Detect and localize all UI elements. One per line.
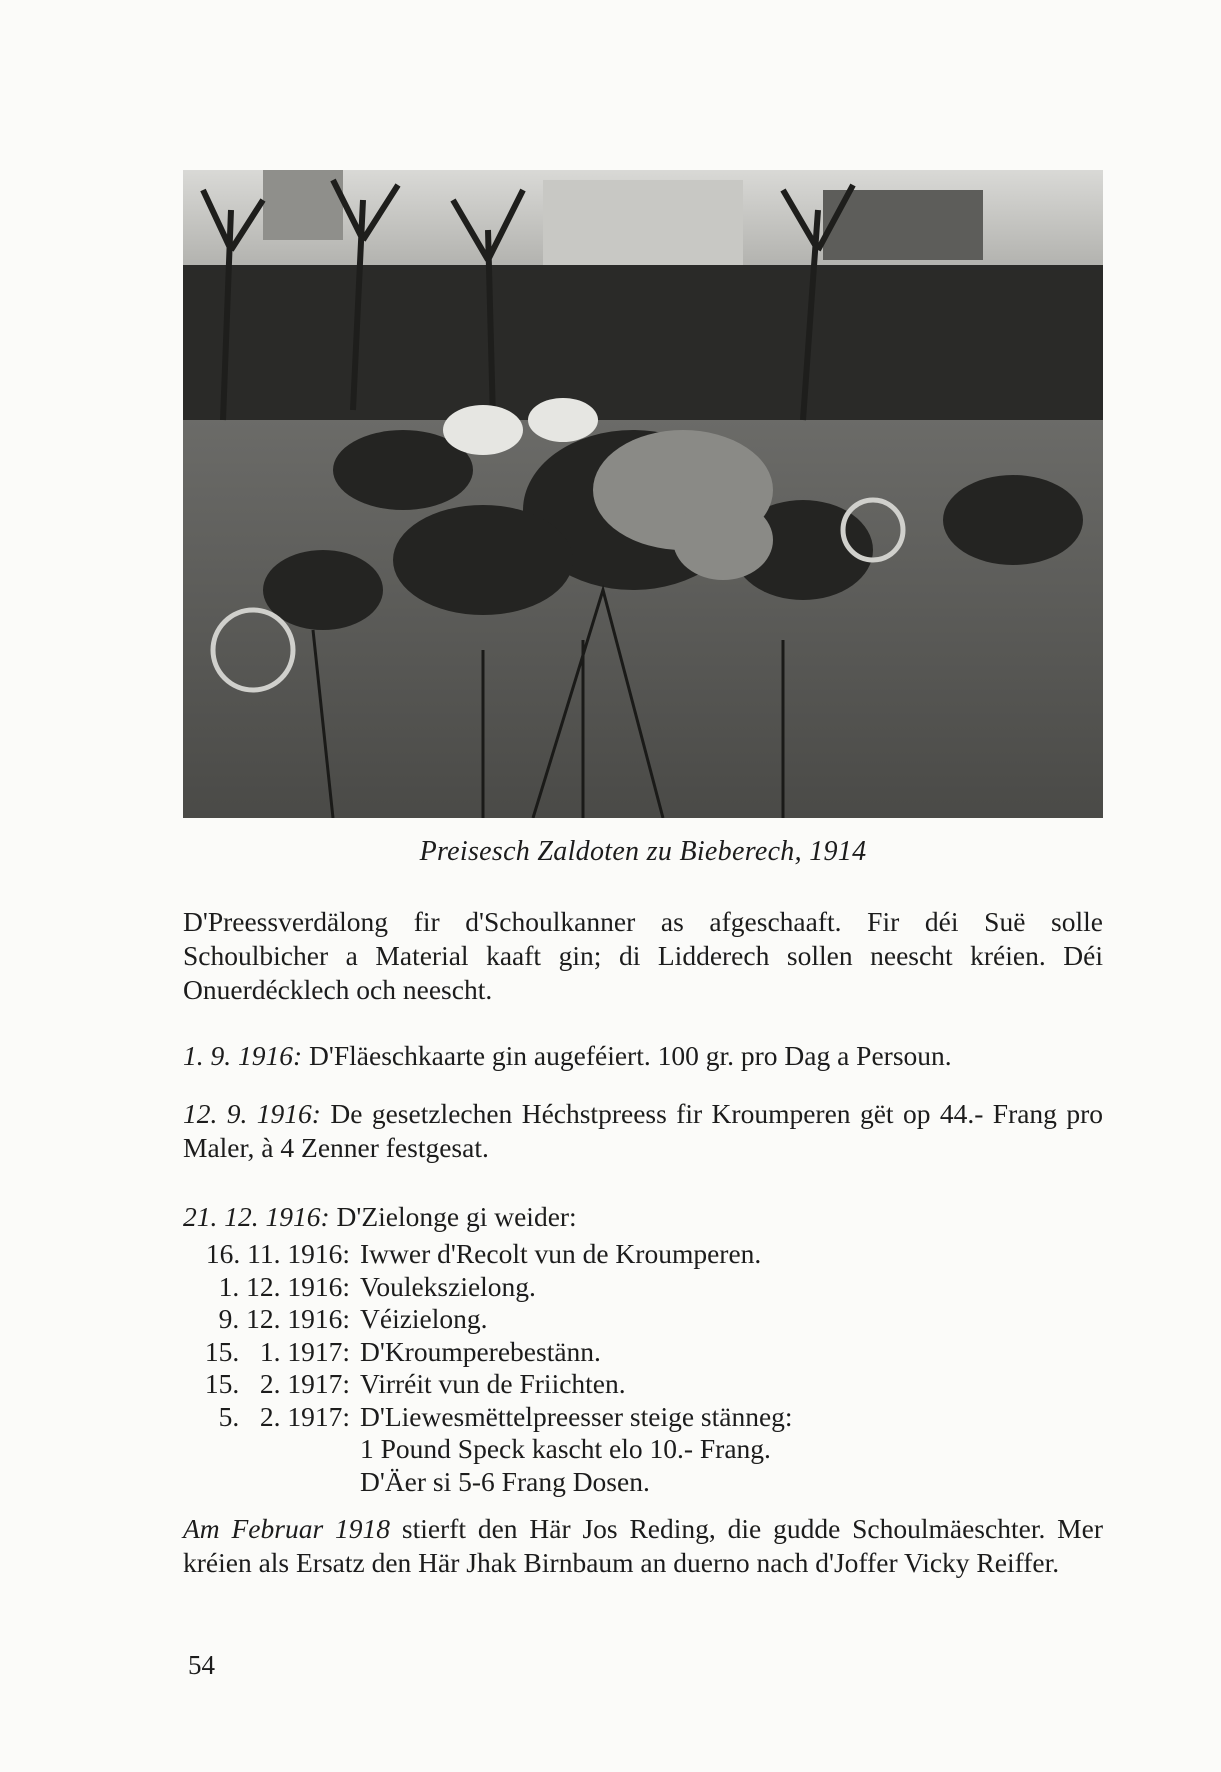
entry-1	[183, 1039, 1103, 1073]
list-date: 15. 2. 1917:	[204, 1368, 350, 1399]
list-continuation	[183, 1433, 793, 1466]
list-item	[183, 1271, 793, 1304]
photo-illustration	[183, 170, 1103, 818]
list-text: Virréit vun de Friichten.	[360, 1368, 626, 1399]
entry-2	[183, 1097, 1103, 1165]
paragraph-lead: Am Februar 1918	[183, 1513, 391, 1544]
list-date: 9. 12. 1916:	[218, 1303, 350, 1334]
entry-date: 21. 12. 1916:	[183, 1201, 330, 1232]
paragraph-final	[183, 1512, 1103, 1580]
entry-text: D'Fläeschkaarte gin augeféiert. 100 gr. pro Dag a Persoun.	[309, 1040, 952, 1071]
list-text: D'Kroumperebestänn.	[360, 1335, 601, 1367]
census-list	[183, 1238, 793, 1498]
list-item	[183, 1368, 793, 1401]
entry-text: De gesetzlechen Héchstpreess fir Kroumperen gët op 44.- Frang pro Maler, à 4 Zenner festgesat.	[183, 1098, 1103, 1163]
list-text: Véizielong.	[360, 1303, 488, 1334]
list-date: 15. 1. 1917:	[204, 1335, 350, 1367]
list-text: Voulekszielong.	[360, 1270, 536, 1302]
list-text: D'Liewesmëttelpreesser steige stänneg:	[360, 1400, 793, 1432]
paragraph-rest: stierft den Här Jos Reding, die gudde Schoulmäeschter. Mer kréien als Ersatz den Här Jhak Birnbaum an duerno nach d'Joffer Vicky Reiffer.	[183, 1513, 1103, 1578]
list-text: Iwwer d'Recolt vun de Kroumperen.	[360, 1238, 762, 1269]
list-item	[183, 1303, 793, 1336]
list-item	[183, 1336, 793, 1369]
paragraph-intro: D'Preessverdälong fir d'Schoulkanner as afgeschaaft. Fir déi Suë solle Schoulbicher a Material kaaft gin; di Lidderech sollen neescht kréien. Déi Onuerdécklech och neescht.	[183, 906, 1103, 1005]
list-date: 1. 12. 1916:	[218, 1270, 350, 1302]
list-extra-line: 1 Pound Speck kascht elo 10.- Frang.	[360, 1433, 771, 1464]
list-date: 5. 2. 1917:	[218, 1400, 350, 1432]
list-item	[183, 1401, 793, 1434]
entry-date: 1. 9. 1916:	[183, 1040, 303, 1071]
list-continuation	[183, 1466, 793, 1499]
list-date: 16. 11. 1916:	[205, 1238, 350, 1269]
page-number: 54	[188, 1650, 215, 1680]
entry-3	[183, 1200, 1103, 1234]
entry-text: D'Zielonge gi weider:	[336, 1201, 577, 1232]
historical-photo	[183, 170, 1103, 818]
photo-caption: Preisesch Zaldoten zu Bieberech, 1914	[419, 836, 867, 867]
entry-date: 12. 9. 1916:	[183, 1098, 321, 1129]
list-extra-line: D'Äer si 5-6 Frang Dosen.	[360, 1465, 650, 1497]
list-item	[183, 1238, 793, 1271]
